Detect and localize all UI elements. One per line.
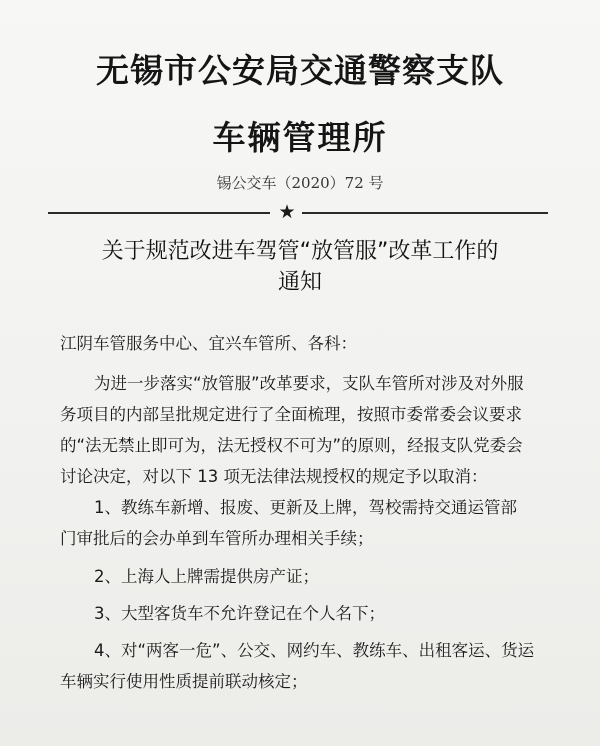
issuing-department-title: 车辆管理所 <box>212 118 388 157</box>
list-item-line: 2、上海人上牌需提供房产证； <box>94 567 319 586</box>
issuing-authority-title: 无锡市公安局交通警察支队 <box>96 51 504 90</box>
list-item-line: 车辆实行使用性质提前联动核定； <box>60 672 308 691</box>
list-item-line: 1、教练车新增、报废、更新及上牌，驾校需持交通运管部 <box>94 498 517 517</box>
body-line: 为进一步落实“放管服”改革要求，支队车管所对涉及对外服 <box>94 374 524 393</box>
notice-title-line-1: 关于规范改进车驾管“放管服”改革工作的 <box>101 239 499 264</box>
body-line: 讨论决定，对以下 13 项无法律法规授权的规定予以取消： <box>60 467 488 486</box>
body-line: 务项目的内部呈批规定进行了全面梳理，按照市委常委会议要求 <box>60 405 522 424</box>
body-line: 的“法无禁止即可为，法无授权不可为”的原则，经报支队党委会 <box>60 436 523 455</box>
star-icon: ★ <box>278 201 296 223</box>
separator-rule-left <box>48 212 270 214</box>
addressee-line: 江阴车管服务中心、宜兴车管所、各科： <box>60 334 357 353</box>
separator-rule-right <box>302 212 548 214</box>
notice-title-line-2: 通知 <box>277 270 322 295</box>
list-item-line: 门审批后的会办单到车管所办理相关手续； <box>60 529 374 548</box>
list-item-line: 4、对“两客一危”、公交、网约车、教练车、出租客运、货运 <box>94 641 535 660</box>
document-number: 锡公交车（2020）72 号 <box>216 174 384 192</box>
list-item-line: 3、大型客货车不允许登记在个人名下； <box>94 604 385 623</box>
